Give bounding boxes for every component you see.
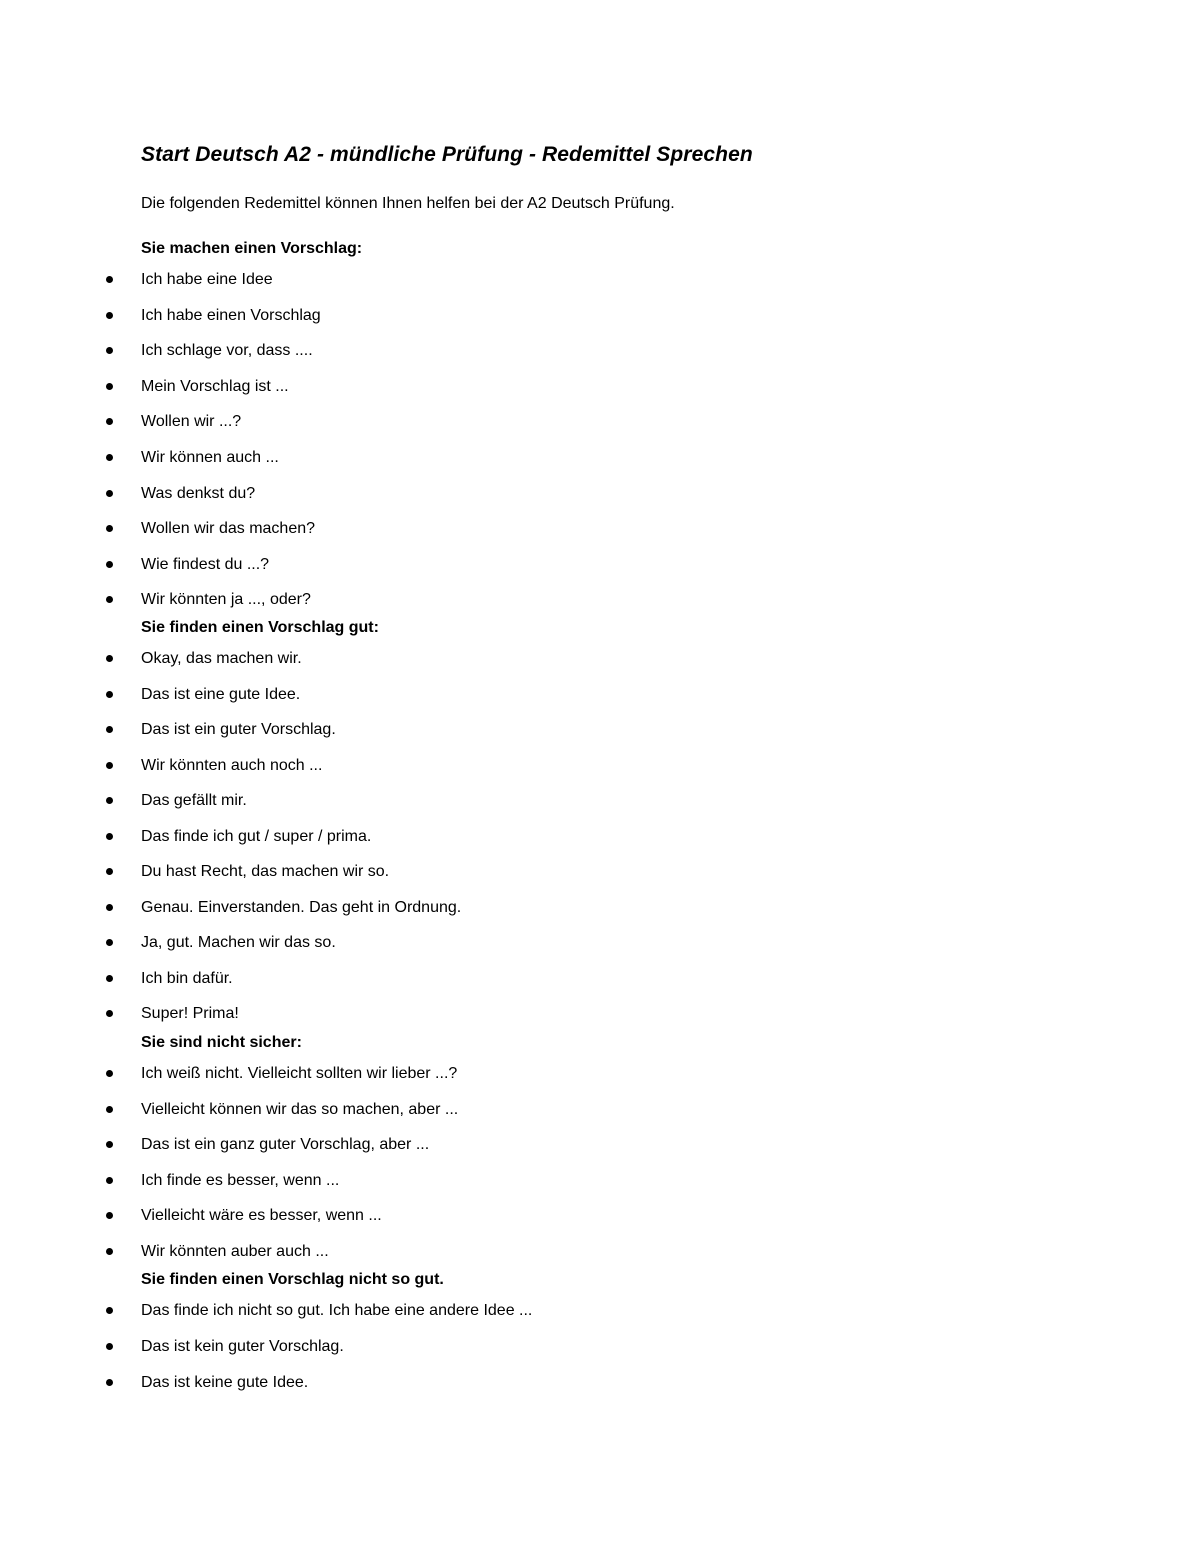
bullet-icon — [106, 1248, 113, 1255]
list-item-text: Wollen wir das machen? — [141, 520, 316, 538]
bullet-icon — [106, 1070, 113, 1077]
bullet-icon — [106, 276, 113, 283]
list-item-text: Das ist ein guter Vorschlag. — [141, 721, 336, 738]
list-item-text: Das ist keine gute Idee. — [141, 1374, 309, 1391]
bullet-icon — [106, 454, 113, 461]
bullet-icon — [106, 347, 113, 354]
bullet-icon — [106, 383, 113, 390]
list-item-text: Das ist ein ganz guter Vorschlag, aber ... — [141, 1136, 430, 1153]
bullet-icon — [106, 490, 113, 497]
bullet-icon — [106, 418, 113, 425]
bullet-icon — [106, 1379, 113, 1386]
list-item-text: Super! Prima! — [141, 1005, 239, 1022]
list-item-text: Das ist eine gute Idee. — [141, 685, 301, 703]
bullet-icon — [106, 1177, 113, 1184]
section-heading: Sie finden einen Vorschlag nicht so gut. — [141, 1271, 444, 1288]
list-item-text: Wie findest du ...? — [141, 555, 270, 573]
bullet-icon — [106, 1212, 113, 1219]
bullet-icon — [106, 691, 113, 698]
list-item-text: Das finde ich gut / super / prima. — [141, 827, 372, 845]
list-item-text: Wollen wir ...? — [141, 413, 242, 431]
list-item-text: Ich schlage vor, dass .... — [141, 342, 313, 360]
bullet-icon — [106, 797, 113, 804]
bullet-icon — [106, 975, 113, 982]
bullet-icon — [106, 1307, 113, 1314]
list-item-text: Ja, gut. Machen wir das so. — [141, 934, 336, 951]
list-item-text: Ich bin dafür. — [141, 969, 233, 987]
bullet-icon — [106, 868, 113, 875]
section-heading: Sie finden einen Vorschlag gut: — [141, 619, 379, 636]
section-heading: Sie machen einen Vorschlag: — [141, 240, 363, 257]
bullet-icon — [106, 1106, 113, 1113]
list-item-text: Mein Vorschlag ist ... — [141, 377, 289, 395]
bullet-icon — [106, 939, 113, 946]
document-title: Start Deutsch A2 - mündliche Prüfung - Redemittel Sprechen — [141, 143, 753, 166]
list-item-text: Wir können auch ... — [141, 449, 279, 466]
bullet-icon — [106, 726, 113, 733]
list-item-text: Wir könnten ja ..., oder? — [141, 591, 311, 609]
list-item-text: Vielleicht wäre es besser, wenn ... — [141, 1207, 382, 1224]
bullet-icon — [106, 561, 113, 568]
list-item-text: Wir könnten auch noch ... — [141, 756, 323, 774]
list-item-text: Wir könnten auber auch ... — [141, 1242, 329, 1260]
bullet-icon — [106, 1010, 113, 1017]
bullet-icon — [106, 655, 113, 662]
bullet-icon — [106, 1141, 113, 1148]
list-item-text: Ich finde es besser, wenn ... — [141, 1171, 340, 1189]
document-intro: Die folgenden Redemittel können Ihnen helfen bei der A2 Deutsch Prüfung. — [141, 195, 675, 212]
bullet-icon — [106, 525, 113, 532]
bullet-icon — [106, 312, 113, 319]
list-item-text: Was denkst du? — [141, 484, 256, 502]
bullet-icon — [106, 762, 113, 769]
list-item-text: Vielleicht können wir das so machen, aber ... — [141, 1100, 459, 1118]
bullet-icon — [106, 596, 113, 603]
bullet-icon — [106, 1343, 113, 1350]
list-item-text: Das finde ich nicht so gut. Ich habe eine andere Idee ... — [141, 1302, 533, 1319]
list-item-text: Ich habe einen Vorschlag — [141, 306, 321, 324]
list-item-text: Okay, das machen wir. — [141, 650, 302, 667]
bullet-icon — [106, 833, 113, 840]
list-item-text: Du hast Recht, das machen wir so. — [141, 863, 390, 880]
list-item-text: Das ist kein guter Vorschlag. — [141, 1338, 344, 1355]
list-item-text: Ich weiß nicht. Vielleicht sollten wir lieber ...? — [141, 1065, 458, 1082]
list-item-text: Das gefällt mir. — [141, 792, 247, 809]
bullet-icon — [106, 904, 113, 911]
list-item-text: Genau. Einverstanden. Das geht in Ordnung. — [141, 898, 462, 916]
list-item-text: Ich habe eine Idee — [141, 271, 273, 288]
section-heading: Sie sind nicht sicher: — [141, 1034, 302, 1051]
